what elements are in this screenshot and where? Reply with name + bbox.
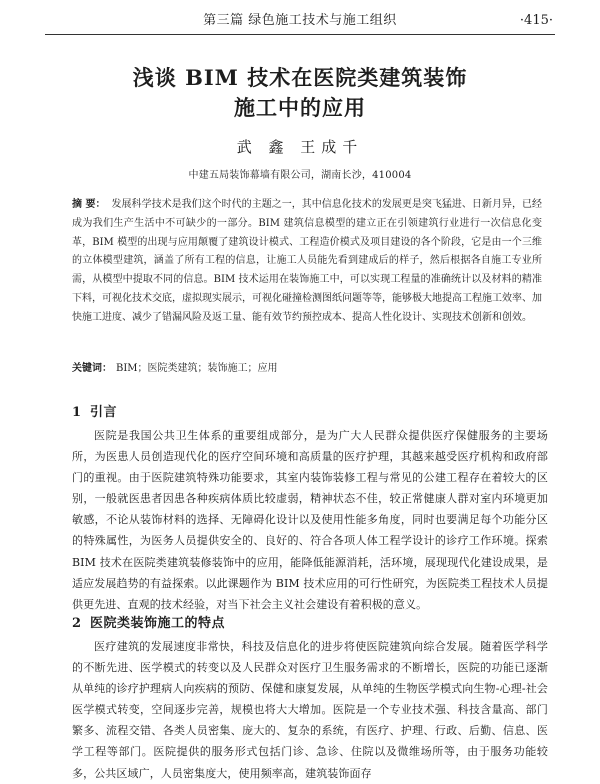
- authors: 武 鑫 王成千: [236, 138, 364, 156]
- section-number: 2: [72, 616, 82, 631]
- abstract-label: 摘 要：: [72, 199, 106, 210]
- article-title-line-1: 浅谈 BIM 技术在医院类建筑装饰: [132, 65, 468, 90]
- affiliation: 中建五局装饰幕墙有限公司，湖南长沙，410004: [188, 170, 412, 181]
- section-title: 引言: [90, 405, 118, 420]
- section-heading-1: [72, 404, 117, 422]
- section-number: 1: [72, 405, 82, 420]
- page-number: ·415·: [519, 13, 553, 28]
- section-body-2: 医疗建筑的发展速度非常快，科技及信息化的进步将使医院建筑向综合发展。随着医学科学的不断先进、医学模式的转变以及人民群众对医疗卫生服务需求的不断增长，医院的功能已逐渐从单纯的诊疗护理病人向疾病的预防、保健和康复发展，从单纯的生物医学模式向生物-心理-社会医学模式转变，空间逐步完善，规模也将大大增加。医院是一个专业技术强、科技含量高、部门繁多、流程交错、各类人员密集、庞大的、复杂的系统，有医疗、护理、行政、后勤、信息、医学工程等部门。医院提供的服务形式包括门诊、急诊、住院以及微维场所等，由于服务功能较多，公共区域广，人员密集度大，使用频率高，建筑装饰面存: [72, 640, 548, 780]
- section-title: 医院类装饰施工的特点: [90, 616, 226, 631]
- article-title-line-2: 施工中的应用: [234, 95, 366, 120]
- abstract-text: 发展科学技术是我们这个时代的主题之一，其中信息化技术的发展更是突飞猛进、日新月异，已经成为我们生产生活中不可缺少的一部分。BIM 建筑信息模型的建立正在引领建筑行业进行一次信息化变革，BIM 模型的出现与应用颠覆了建筑设计模式、工程造价模式及项目建设的各个阶段，它是由一个三维的立体模型建筑，涵盖了所有工程的信息，让施工人员能先看到建成后的样子，然后根据各自施工专业所需，从模型中提取不同的信息。BIM 技术运用在装饰施工中，可以实现工程量的准确统计以及材料的精准下料，可视化技术交底，虚拟现实展示，可视化碰撞检测图纸问题等等，能够极大地提高工程施工效率、加快施工进度、减少了错漏风险及返工量、能有效节约预控成本、提高人性化设计、实现技术创新和创效。: [72, 199, 543, 323]
- running-title: 第三篇 绿色施工技术与施工组织: [203, 13, 397, 28]
- keywords-label: 关键词：: [72, 363, 112, 374]
- section-body-1: 医院是我国公共卫生体系的重要组成部分，是为广大人民群众提供医疗保健服务的主要场所，为医患人员创造现代化的医疗空间环境和高质量的医疗护理，其越来越受医疗机构和政府部门的重视。由于医院建筑特殊功能要求，其室内装饰装修工程与常见的公建工程存在着较大的区别，一般就医患者因患各种疾病体质比较虚弱，精神状态不佳，较正常健康人群对室内环境更加敏感，不论从装饰材料的选择、无障碍化设计以及使用性能多角度，同时也要满足每个功能分区的特殊属性，为医务人员提供安全的、良好的、符合各项人体工程学设计的诊疗工作环境。探索 BIM 技术在医院类建筑装修装饰中的应用，能降低能源消耗，活环境，展现现代化建设成果，是适应发展趋势的有益探索。以此课题作为 BIM 技术应用的可行性研究，为医院类工程技术人员提供更先进、直观的技术经验，对当下社会主义社会建设有着积极的意义。: [72, 429, 548, 611]
- abstract: [72, 196, 542, 328]
- running-header: [45, 10, 555, 35]
- keywords-text: BIM；医院类建筑；装饰施工；应用: [116, 363, 278, 374]
- section-heading-2: [72, 615, 225, 633]
- keywords: [72, 360, 542, 378]
